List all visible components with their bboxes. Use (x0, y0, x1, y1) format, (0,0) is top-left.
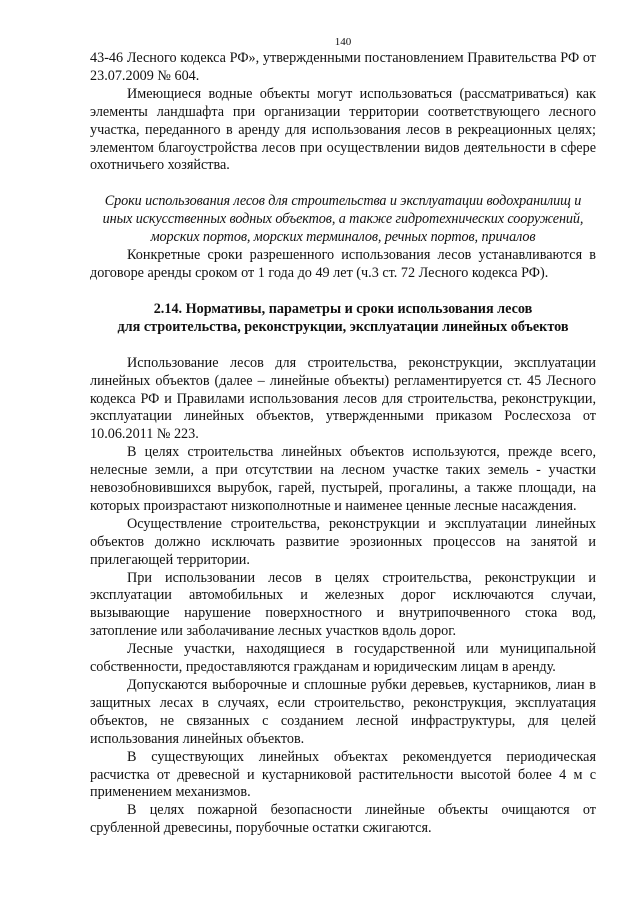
section-paragraph: Лесные участки, находящиеся в государственной или муниципальной собственности, предоставляются гражданам и юридическим лицам в аренду. (90, 641, 596, 676)
section-paragraph: Осуществление строительства, реконструкции и эксплуатации линейных объектов должно исключать развитие эрозионных процессов на занятой и прилегающей территории. (90, 515, 596, 568)
section-paragraph: В целях пожарной безопасности линейные объекты очищаются от срубленной древесины, порубочные остатки сжигаются. (90, 802, 596, 837)
section-paragraph: Использование лесов для строительства, реконструкции, эксплуатации линейных объектов (далее – линейные объекты) регламентируется ст. 45 Лесного кодекса РФ и Правилами использования лесов для строительства, реконструкции, эксплуатации линейных объектов, утвержденными приказом Рослесхоза от 10.06.2011 № 223. (90, 354, 596, 443)
paragraph-water-objects: Имеющиеся водные объекты могут использоваться (рассматриваться) как элементы ландшафта при организации территории соответствующего лесного участка, переданного в аренду для использования лесов в рекреационных целях; элементом благоустройства лесов при осуществлении видов деятельности в сфере охотничьего хозяйства. (90, 85, 596, 174)
section-heading-line-2: для строительства, реконструкции, эксплуатации линейных объектов (117, 318, 569, 335)
section-heading (90, 301, 596, 337)
paragraph-continuation: 43-46 Лесного кодекса РФ», утвержденными постановлением Правительства РФ от 23.07.2009 № 604. (90, 50, 596, 84)
italic-subheading: Сроки использования лесов для строительства и эксплуатации водохранилищ и иных искусственных водных объектов, а также гидротехнических сооружений, морских портов, морских терминалов, речных портов, причалов (102, 193, 584, 246)
section-paragraph: В целях строительства линейных объектов используются, прежде всего, нелесные земли, а при отсутствии на лесном участке таких земель - участки невозобновившихся вырубок, гарей, пустырей, прогалины, а также площади, на которых произрастают низкополнотные и наименее ценные лесные насаждения. (90, 444, 596, 514)
section-paragraph: При использовании лесов в целях строительства, реконструкции и эксплуатации автомобильных и железных дорог исключаются случаи, вызывающие нарушение поверхностного и внутрипочвенного стока вод, затопление или заболачивание лесных участков вдоль дорог. (90, 569, 596, 640)
section-paragraph: Допускаются выборочные и сплошные рубки деревьев, кустарников, лиан в защитных лесах в случаях, если строительство, реконструкция, эксплуатация объектов, не связанных с созданием лесной инфраструктуры, для целей использования линейных объектов. (90, 677, 596, 747)
page-number: 140 (334, 36, 352, 48)
paragraph-lease-terms: Конкретные сроки разрешенного использования лесов устанавливаются в договоре аренды сроком от 1 года до 49 лет (ч.3 ст. 72 Лесного кодекса РФ). (90, 247, 596, 281)
section-paragraph: В существующих линейных объектах рекомендуется периодическая расчистка от древесной и кустарниковой растительности высотой более 4 м с применением механизмов. (90, 748, 596, 801)
section-heading-line-1: 2.14. Нормативы, параметры и сроки использования лесов (153, 300, 533, 317)
